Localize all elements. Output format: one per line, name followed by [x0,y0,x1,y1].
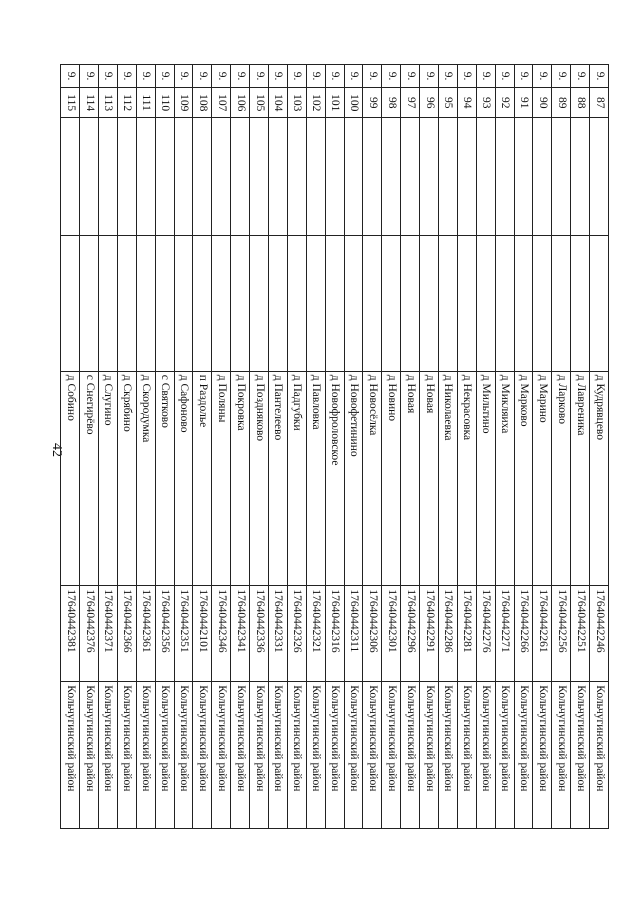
empty-cell [231,235,250,371]
table-row [155,65,174,829]
empty-cell [420,118,439,236]
empty-cell [533,235,552,371]
section-cell: 9. [420,65,439,88]
table-row [306,65,325,829]
oktmo-code-cell: 17640442291 [420,586,439,682]
empty-cell [325,235,344,371]
section-cell: 9. [571,65,590,88]
row-number-cell: 105 [250,88,269,118]
empty-cell [325,118,344,236]
district-cell: Кольчугинский район [438,682,457,829]
section-cell: 9. [382,65,401,88]
district-cell: Кольчугинский район [533,682,552,829]
empty-cell [98,235,117,371]
section-cell: 9. [495,65,514,88]
settlement-name-cell: д Пантелеево [268,371,287,586]
settlement-name-cell: д Ларково [552,371,571,586]
section-cell: 9. [155,65,174,88]
empty-cell [136,235,155,371]
table-row [98,65,117,829]
oktmo-code-cell: 17640442311 [344,586,363,682]
section-cell: 9. [533,65,552,88]
section-cell: 9. [98,65,117,88]
settlement-name-cell: д Кудрявцево [590,371,609,586]
district-cell: Кольчугинский район [420,682,439,829]
table-row [193,65,212,829]
row-number-cell: 102 [306,88,325,118]
table-row [476,65,495,829]
empty-cell [514,235,533,371]
empty-cell [287,235,306,371]
section-cell: 9. [117,65,136,88]
row-number-cell: 93 [476,88,495,118]
table-row [420,65,439,829]
table-row [212,65,231,829]
district-cell: Кольчугинский район [382,682,401,829]
settlement-name-cell: д Падгубки [287,371,306,586]
row-number-cell: 111 [136,88,155,118]
settlement-name-cell: с Снегирёво [80,371,99,586]
settlement-name-cell: д Новофетинино [344,371,363,586]
row-number-cell: 95 [438,88,457,118]
settlement-name-cell: д Поздняково [250,371,269,586]
oktmo-code-cell: 17640442256 [552,586,571,682]
table-row [287,65,306,829]
oktmo-code-cell: 17640442301 [382,586,401,682]
district-cell: Кольчугинский район [325,682,344,829]
oktmo-code-cell: 17640442326 [287,586,306,682]
table-row [571,65,590,829]
row-number-cell: 88 [571,88,590,118]
empty-cell [212,235,231,371]
row-number-cell: 91 [514,88,533,118]
oktmo-code-cell: 17640442366 [117,586,136,682]
row-number-cell: 97 [401,88,420,118]
empty-cell [401,235,420,371]
settlement-name-cell: д Новая [401,371,420,586]
empty-cell [231,118,250,236]
settlement-name-cell: д Некрасовка [457,371,476,586]
empty-cell [438,118,457,236]
row-number-cell: 89 [552,88,571,118]
district-cell: Кольчугинский район [571,682,590,829]
empty-cell [193,235,212,371]
empty-cell [363,118,382,236]
settlement-name-cell: д Мильтино [476,371,495,586]
oktmo-code-cell: 17640442281 [457,586,476,682]
empty-cell [80,118,99,236]
section-cell: 9. [438,65,457,88]
oktmo-code-cell: 17640442376 [80,586,99,682]
oktmo-code-cell: 17640442356 [155,586,174,682]
table-row [552,65,571,829]
table-row [250,65,269,829]
row-number-cell: 114 [80,88,99,118]
row-number-cell: 96 [420,88,439,118]
section-cell: 9. [250,65,269,88]
settlement-name-cell: д Николаевка [438,371,457,586]
oktmo-code-cell: 17640442286 [438,586,457,682]
district-cell: Кольчугинский район [80,682,99,829]
district-cell: Кольчугинский район [250,682,269,829]
oktmo-code-cell: 17640442266 [514,586,533,682]
district-cell: Кольчугинский район [117,682,136,829]
table-row [363,65,382,829]
empty-cell [495,235,514,371]
table-row [80,65,99,829]
section-cell: 9. [363,65,382,88]
section-cell: 9. [476,65,495,88]
settlement-name-cell: д Слугино [98,371,117,586]
oktmo-code-cell: 17640442246 [590,586,609,682]
row-number-cell: 101 [325,88,344,118]
empty-cell [80,235,99,371]
oktmo-code-cell: 17640442306 [363,586,382,682]
row-number-cell: 115 [61,88,80,118]
settlement-name-cell: д Марино [533,371,552,586]
table-row [438,65,457,829]
row-number-cell: 109 [174,88,193,118]
empty-cell [155,118,174,236]
oktmo-code-cell: 17640442331 [268,586,287,682]
table-row [495,65,514,829]
row-number-cell: 104 [268,88,287,118]
oktmo-code-cell: 17640442316 [325,586,344,682]
rotated-table-area [64,64,609,829]
table-row [382,65,401,829]
table-row [457,65,476,829]
empty-cell [438,235,457,371]
settlement-name-cell: д Марково [514,371,533,586]
empty-cell [212,118,231,236]
row-number-cell: 106 [231,88,250,118]
empty-cell [98,118,117,236]
section-cell: 9. [401,65,420,88]
district-cell: Кольчугинский район [457,682,476,829]
table-row [325,65,344,829]
settlement-name-cell: с Святково [155,371,174,586]
empty-cell [268,118,287,236]
empty-cell [457,235,476,371]
table-row [590,65,609,829]
district-cell: Кольчугинский район [363,682,382,829]
empty-cell [117,235,136,371]
section-cell: 9. [212,65,231,88]
oktmo-code-cell: 17640442261 [533,586,552,682]
empty-cell [344,118,363,236]
section-cell: 9. [306,65,325,88]
empty-cell [136,118,155,236]
oktmo-code-cell: 17640442271 [495,586,514,682]
table-row [231,65,250,829]
district-cell: Кольчугинский район [174,682,193,829]
row-number-cell: 87 [590,88,609,118]
district-cell: Кольчугинский район [287,682,306,829]
empty-cell [174,235,193,371]
empty-cell [306,118,325,236]
empty-cell [174,118,193,236]
settlement-name-cell: д Павловка [306,371,325,586]
oktmo-code-cell: 17640442321 [306,586,325,682]
settlement-name-cell: д Новосёлка [363,371,382,586]
row-number-cell: 110 [155,88,174,118]
section-cell: 9. [231,65,250,88]
empty-cell [117,118,136,236]
section-cell: 9. [514,65,533,88]
district-cell: Кольчугинский район [155,682,174,829]
table-wrapper [64,64,609,829]
settlement-name-cell: д Новино [382,371,401,586]
section-cell: 9. [136,65,155,88]
district-cell: Кольчугинский район [193,682,212,829]
empty-cell [457,118,476,236]
table-row [136,65,155,829]
settlements-table [60,64,609,829]
section-cell: 9. [325,65,344,88]
settlement-name-cell: д Скрябино [117,371,136,586]
section-cell: 9. [193,65,212,88]
oktmo-code-cell: 17640442346 [212,586,231,682]
oktmo-code-cell: 17640442341 [231,586,250,682]
row-number-cell: 103 [287,88,306,118]
district-cell: Кольчугинский район [98,682,117,829]
district-cell: Кольчугинский район [231,682,250,829]
empty-cell [193,118,212,236]
empty-cell [571,235,590,371]
empty-cell [287,118,306,236]
empty-cell [155,235,174,371]
district-cell: Кольчугинский район [552,682,571,829]
empty-cell [250,235,269,371]
empty-cell [590,118,609,236]
empty-cell [250,118,269,236]
row-number-cell: 107 [212,88,231,118]
empty-cell [571,118,590,236]
row-number-cell: 90 [533,88,552,118]
oktmo-code-cell: 17640442351 [174,586,193,682]
section-cell: 9. [287,65,306,88]
empty-cell [61,118,80,236]
settlement-name-cell: д Лавреника [571,371,590,586]
district-cell: Кольчугинский район [401,682,420,829]
section-cell: 9. [590,65,609,88]
district-cell: Кольчугинский район [590,682,609,829]
table-body [61,65,609,829]
settlement-name-cell: д Новофроловское [325,371,344,586]
settlement-name-cell: п Раздолье [193,371,212,586]
empty-cell [61,235,80,371]
oktmo-code-cell: 17640442381 [61,586,80,682]
empty-cell [476,235,495,371]
row-number-cell: 100 [344,88,363,118]
empty-cell [420,235,439,371]
empty-cell [401,118,420,236]
table-row [401,65,420,829]
row-number-cell: 108 [193,88,212,118]
table-row [514,65,533,829]
district-cell: Кольчугинский район [476,682,495,829]
district-cell: Кольчугинский район [344,682,363,829]
empty-cell [533,118,552,236]
row-number-cell: 94 [457,88,476,118]
section-cell: 9. [268,65,287,88]
row-number-cell: 92 [495,88,514,118]
table-row [117,65,136,829]
oktmo-code-cell: 17640442371 [98,586,117,682]
row-number-cell: 99 [363,88,382,118]
oktmo-code-cell: 17640442251 [571,586,590,682]
district-cell: Кольчугинский район [212,682,231,829]
table-row [174,65,193,829]
oktmo-code-cell: 17640442361 [136,586,155,682]
empty-cell [552,235,571,371]
district-cell: Кольчугинский район [136,682,155,829]
settlement-name-cell: д Покровка [231,371,250,586]
empty-cell [382,235,401,371]
row-number-cell: 113 [98,88,117,118]
table-row [268,65,287,829]
settlement-name-cell: д Микляиха [495,371,514,586]
oktmo-code-cell: 17640442336 [250,586,269,682]
settlement-name-cell: д Поляны [212,371,231,586]
district-cell: Кольчугинский район [495,682,514,829]
table-row [344,65,363,829]
section-cell: 9. [457,65,476,88]
settlement-name-cell: д Скородумка [136,371,155,586]
district-cell: Кольчугинский район [306,682,325,829]
empty-cell [495,118,514,236]
district-cell: Кольчугинский район [268,682,287,829]
table-row [533,65,552,829]
oktmo-code-cell: 17640442276 [476,586,495,682]
settlement-name-cell: д Сафоново [174,371,193,586]
empty-cell [552,118,571,236]
section-cell: 9. [61,65,80,88]
empty-cell [514,118,533,236]
oktmo-code-cell: 17640442296 [401,586,420,682]
empty-cell [268,235,287,371]
section-cell: 9. [552,65,571,88]
table-row [61,65,80,829]
empty-cell [382,118,401,236]
row-number-cell: 98 [382,88,401,118]
district-cell: Кольчугинский район [61,682,80,829]
empty-cell [306,235,325,371]
section-cell: 9. [174,65,193,88]
district-cell: Кольчугинский район [514,682,533,829]
settlement-name-cell: д Собино [61,371,80,586]
empty-cell [590,235,609,371]
row-number-cell: 112 [117,88,136,118]
empty-cell [363,235,382,371]
settlement-name-cell: д Новая [420,371,439,586]
empty-cell [344,235,363,371]
section-cell: 9. [344,65,363,88]
section-cell: 9. [80,65,99,88]
oktmo-code-cell: 17640442101 [193,586,212,682]
empty-cell [476,118,495,236]
page-number: 42 [49,443,64,457]
